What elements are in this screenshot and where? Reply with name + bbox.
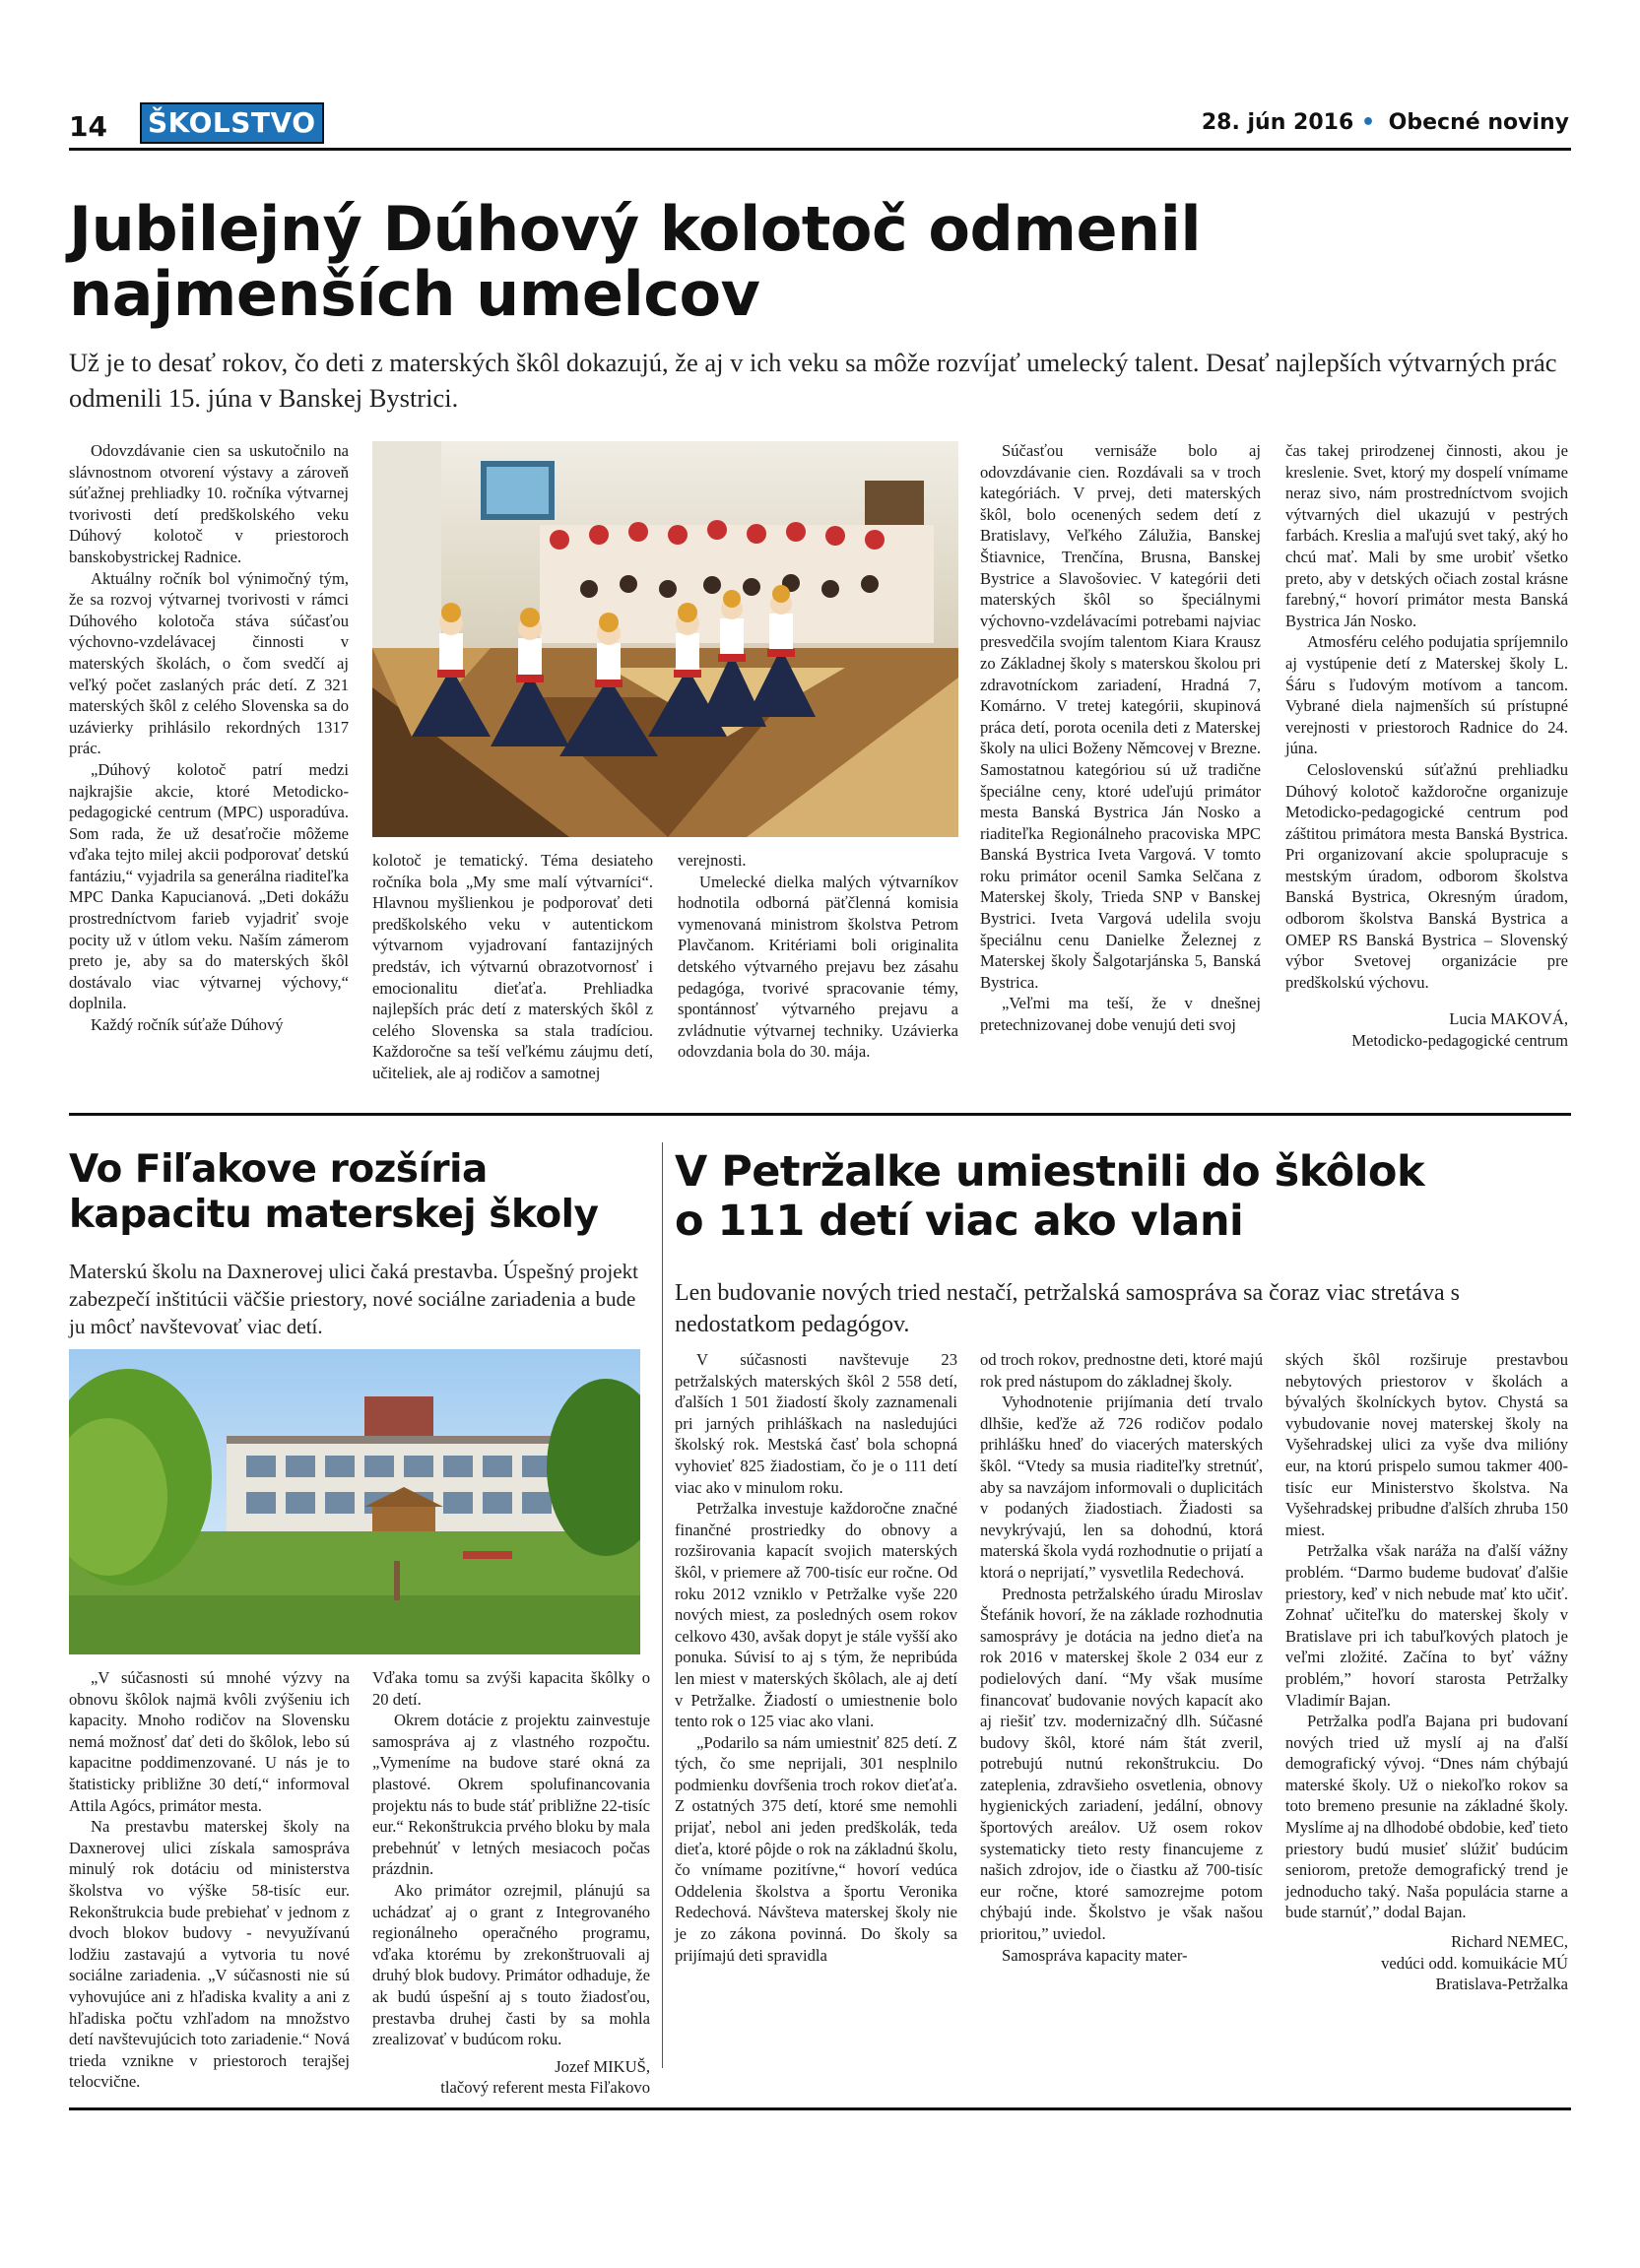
paragraph: Petržalka investuje každoročne značné finančné prostriedky do obnovy a rozširovania kapacít svojich materských škôl, v priemere až 700-tisíc eur ročne. Od roku 2012 vzniklo v Petržalke vyše 220 nových miest, za posledných osem rokov celkovo 430, avšak dopyt je stále vyšší ako ponuka. Súvisí to aj s tým, že nepribúda len miest v materských škôlach, ale aj detí v Petržalke. Žiadostí o umiestnenie bolo tento rok o 125 viac ako vlani. (675, 1499, 957, 1731)
paragraph: ských škôl rozširuje prestavbou nebytových priestorov v školách a bývalých školníckych bytov. Chystá sa vybudovanie novej materskej školy na Vyšehradskej ulici za vyše dva milióny eur, na ktorú prispelo sumou takmer 400-tisíc eur Ministerstvo školstva. Na Vyšehradskej pribudne ďalších zhruba 150 miest. (1285, 1350, 1568, 1539)
paragraph: Na prestavbu materskej školy na Daxnerovej ulici získala samospráva minulý rok dotáciu od ministerstva školstva vo výške 58-tisíc eur. Rekonštrukcia bude prebiehať v jednom z dvoch blokov budovy - nevyužívanú lodžiu zastavajú a vytvoria tu nové sociálne zariadenia. „V súčasnosti nie sú vyhovujúce ani z hľadiska kvality a ani z hľadiska počtu vzhľadom na množstvo detí navštevujúcich toto zariadenie.“ Nová trieda vznikne v priestoroch terajšej telocvične. (69, 1817, 350, 2092)
author-name: Jozef MIKUŠ, (555, 2056, 650, 2076)
article3-column-3 (1285, 1349, 1568, 1995)
paragraph: Celoslovenskú súťažnú prehliadku Dúhový kolotoč každoročne organizuje Metodicko-pedagogické centrum pod záštitou primátora mesta Banská Bystrica. Pri organizovaní akcie spolupracuje s mestským úradom, odborom školstva Banská Bystrica, Okresným úradom, odborom školstva Banská Bystrica a OMEP RS Banská Bystrica – Slovenský výbor Svetovej organizácie pre predškolskú výchovu. (1285, 759, 1568, 992)
paragraph: kolotoč je tematický. Téma desiateho ročníka bola „My sme malí výtvarníci“. Hlavnou myšlienkou je podporovať deti predškolského veku v autentickom výtvarnom vyjadrovaní fantazijných predstáv, ich výtvarnú obrazotvornosť i emocionalitu dieťaťa. Prehliadka najlepších prác detí z materských škôl z celého Slovenska sa stala tradíciou. Každoročne sa teší veľkému záujmu detí, učiteliek, ale aj rodičov a samotnej (372, 851, 653, 1082)
footer-rule (69, 2107, 1571, 2110)
paragraph: Atmosféru celého podujatia spríjemnilo aj vystúpenie detí z Materskej školy L. Śáru s ľudovým motívom a tancom. Vybrané diela najmenších sú prístupné verejnosti v priestoroch Radnice do 24. júna. (1285, 632, 1568, 758)
article3-headline-line2: o 111 detí viac ako vlani (675, 1197, 1244, 1246)
article2-lead: Materskú školu na Daxnerovej ulici čaká prestavba. Úspešný projekt zabezpečí inštitúcii väčšie priestory, nové sociálne zariadenia a bude ju môcť navštevovať viac detí. (69, 1260, 638, 1338)
section-label (140, 102, 324, 144)
paragraph: Vďaka tomu sa zvýši kapacita škôlky o 20 detí. (372, 1668, 650, 1709)
paragraph: Odovzdávanie cien sa uskutočnilo na slávnostnom otvorení výstavy a zároveň súťažnej prehliadky 10. ročníka výtvarnej tvorivosti detí predškolského veku Dúhový kolotoč v priestoroch banskobystrickej Radnice. (69, 441, 349, 566)
article1-column-1 (69, 440, 349, 1036)
paragraph: Umelecké dielka malých výtvarníkov hodnotila odborná päťčlenná komisia vymenovaná ministrom školstva Petrom Plavčanom. Kritériami boli originalita detského výtvarného prejavu bez zásahu pedagóga, tvorivé spracovanie témy, spontánnosť výtvarného prejavu a zvládnutie výtvarnej techniky. Uzávierka odovzdania bola do 30. mája. (678, 872, 958, 1062)
article1-headline-line1: Jubilejný Dúhový kolotoč odmenil (69, 193, 1202, 265)
author-place: Bratislava-Petržalka (1435, 1975, 1568, 1994)
article2-column-2 (372, 1667, 650, 2099)
article2-headline-line2: kapacitu materskej školy (69, 1193, 599, 1237)
paragraph: verejnosti. (678, 851, 747, 870)
article1-column-3 (678, 850, 958, 1063)
paragraph: Každý ročník súťaže Dúhový (91, 1015, 284, 1035)
article3-lead: Len budovanie nových tried nestačí, petržalská samospráva sa čoraz viac stretáva s nedostatkom pedagógov. (675, 1280, 1461, 1337)
page-number: 14 (69, 110, 107, 143)
paragraph: od troch rokov, prednostne deti, ktoré majú rok pred nástupom do základnej školy. (980, 1350, 1263, 1391)
article1-column-4 (980, 440, 1261, 1036)
paragraph: čas takej prirodzenej činnosti, akou je kreslenie. Svet, ktorý my dospelí vnímame neraz sivo, nám prostredníctvom svojich výtvarných diel ukazujú v pestrých farbách. Kreslia a maľujú svet taký, aký ho chcú mať. Mali by sme urobiť všetko preto, aby v detských očiach zostal krásne farebný,“ hovorí primátor mesta Banská Bystrica Ján Nosko. (1285, 441, 1568, 630)
article1-headline (69, 193, 1546, 330)
photo-kindergarten-illustration (69, 1349, 640, 1654)
paragraph: „Podarilo sa nám umiestniť 825 detí. Z tých, čo sme neprijali, 301 nesplnilo podmienku dovŕšenia troch rokov dieťaťa. Z ostatných 375 detí, ktoré sme nemohli prijať, nebol ani jeden predškolák, teda dieťa, ktoré pôjde o rok na základnú školu, čo vnímame pozitívne,“ hovorí vedúca Oddelenia školstva a športu Veronika Redechová. Návšteva materskej školy nie je zo zákona povinná. Do školy sa prijímajú deti spravidla (675, 1732, 957, 1965)
paragraph: „V súčasnosti sú mnohé výzvy na obnovu škôlok najmä kvôli zvýšeniu ich kapacity. Mnoho rodičov na Slovensku nemá možnosť dať deti do škôlok, lebo sú kapacitne poddimenzované. U nás je to štatisticky približne 30 detí,“ informoval Attila Agócs, primátor mesta. (69, 1668, 350, 1815)
issue-bullet: • (1360, 110, 1375, 135)
paragraph: Petržalka podľa Bajana pri budovaní nových tried už myslí aj na ďalší demografický vývoj. “Dnes nám chýbajú materské školy. Už o niekoľko rokov sa toto bremeno presunie na základné školy. Myslíme aj na dlhodobé obdobie, keď tieto priestory budú musieť slúžiť budúcim seniorom, pretože demografický trend je jednoducho taký. Naša populácia starne a bude starnúť,” dodal Bajan. (1285, 1712, 1568, 1922)
article2-headline-line1: Vo Fiľakove rozšíria (69, 1147, 488, 1192)
paragraph: Prednosta petržalského úradu Miroslav Štefánik hovorí, že na základe rozhodnutia samosprávy je dotácia na jedno dieťa na rok 2016 v materskej škole 2 034 eur z podielových daní. “My však musíme financovať budovanie nových kapacít ako aj riešiť tzv. modernizačný dlh. Súčasné budovy škôl, ktoré nám štát zveril, potrebujú nutnú rekonštrukciu. Do zateplenia, zdravšieho osvetlenia, obnovy hygienických zariadení, jedální, obnovy športových areálov. Už osem rokov systematicky tieto resty financujeme z našich zdrojov, ide o čiastku až 700-tisíc eur ročne, ktoré samozrejme potom chýbajú inde. Školstvo je však našou prioritou,” uviedol. (980, 1584, 1263, 1944)
issue-info (1202, 110, 1569, 135)
paragraph: Petržalka však naráža na ďalší vážny problém. “Darmo budeme budovať ďalšie priestory, keď v nich nebude mať kto učiť. Zohnať učiteľku do materskej školy v Bratislave pri ich tabuľkových platoch je veľmi zložité. Začína to byť vážny problém,” hovorí starosta Petržalky Vladimír Bajan. (1285, 1541, 1568, 1710)
photo-children-dancing (372, 441, 958, 837)
column-divider (662, 1142, 663, 2068)
section-divider (69, 1113, 1571, 1116)
paragraph: Samospráva kapacity mater- (1002, 1945, 1188, 1965)
article3-column-1 (675, 1349, 957, 1966)
article1-column-2 (372, 850, 653, 1084)
paragraph: „Veľmi ma teší, že v dnešnej pretechnizovanej dobe venujú deti svoj (980, 994, 1261, 1035)
author-name: Lucia MAKOVÁ, (1449, 1009, 1568, 1029)
header-rule (69, 148, 1571, 151)
paragraph: Ako primátor ozrejmil, plánujú sa uchádzať aj o grant z Integrovaného regionálneho operačného programu, vďaka ktorému by zrekonštruovali aj druhý blok budovy. Primátor odhaduje, že ak budú úspešní aj s touto žiadosťou, prestavba druhej časti by sa mohla zrealizovať v budúcom roku. (372, 1880, 650, 2049)
article3-headline (675, 1147, 1581, 1246)
paragraph: „Dúhový kolotoč patrí medzi najkrajšie akcie, ktoré Metodicko-pedagogické centrum (MPC) usporadúva. Som rada, že už desaťročie môžeme vďaka tejto milej akcii podporovať detskú fantáziu,“ vyjadrila sa generálna riaditeľka MPC Danka Kapucianová. „Deti dokážu prostredníctvom farieb vyjadriť svoje pocity už v útlom veku. Naším zámerom preto je, aby sa do materských škôl dostávalo viac výtvarnej výchovy,“ doplnila. (69, 759, 349, 1013)
author-role: vedúci odd. komuikácie MÚ (1381, 1953, 1568, 1973)
author-name: Richard NEMEC, (1451, 1932, 1568, 1952)
paragraph: Aktuálny ročník bol výnimočný tým, že sa rozvoj výtvarnej tvorivosti v rámci Dúhového kolotoča stáva súčasťou výchovno-vzdelávacej činnosti v materských školách, o čom svedčí aj veľký počet zaslaných prác detí. Z 321 materských škôl z celého Slovenska sa do uzávierky prihlásilo rekordných 1317 prác. (69, 568, 349, 758)
paragraph: Súčasťou vernisáže bolo aj odovzdávanie cien. Rozdávali sa v troch kategóriách. V prvej, deti materských škôl, bolo ocenených sedem detí z Bratislavy, Veľkého Zálužia, Banskej Štiavnice, Trenčína, Brusna, Banskej Bystrice a Slavošoviec. V kategórii deti materských škôl so špeciálnymi výchovno-vzdelávacími potrebami najviac presvedčila svojím talentom Kiara Krausz zo Základnej školy s materskou školou pri zdravotníckom zariadení, Hradná 7, Komárno. V tretej kategórii, skupinová práca detí, porota ocenila deti z Materskej školy na ulici Boženy Němcovej v Brezne. Samostatnou kategóriou sú už tradične špeciálne ceny, ktoré udeľujú primátor mesta Banská Bystrica Ján Nosko a riaditeľka Regionálneho pracoviska MPC Banská Bystrica Iveta Vargová. V tomto roku primátor ocenil Samka Selčana z Materskej školy, Trieda SNP v Banskej Bystrici. Iveta Vargová udelila svoju špeciálnu cenu Danielke Železnej z Materskej školy Šalgotarjánska 5, Banská Bystrica. (980, 441, 1261, 992)
article3-headline-line1: V Petržalke umiestnili do škôlok (675, 1147, 1425, 1197)
author-org: tlačový referent mesta Fiľakovo (440, 2078, 650, 2098)
author-org: Metodicko-pedagogické centrum (1351, 1031, 1568, 1051)
article1-column-5 (1285, 440, 1568, 1052)
paragraph: Vyhodnotenie prijímania detí trvalo dlhšie, keďže až 726 rodičov podalo prihlášku hneď do viacerých materských škôl. “Vtedy sa musia riaditeľky stretnúť, aby sa navzájom informovali o duplicitách v podaných žiadostiach. Žiadosti sa nevykrývajú, len sa dohodnú, ktorá materská škola vydá rozhodnutie o prijatí a ktorá o neprijatí,” vysvetlila Redechová. (980, 1393, 1263, 1582)
article3-signature (1285, 1931, 1568, 1995)
article1-signature (1285, 1008, 1568, 1051)
article2-headline (69, 1147, 660, 1238)
section-label-text: ŠKOLSTVO (148, 106, 316, 139)
paragraph: Okrem dotácie z projektu zainvestuje samospráva aj z vlastného rozpočtu. „Vymeníme na budove staré okná za plastové. Okrem spolufinancovania projektu nás to bude stáť približne 22-tisíc eur.“ Rekonštrukcia prvého bloku by mala prebehnúť v letných mesiacoch počas prázdnin. (372, 1711, 650, 1879)
article1-headline-line2: najmenších umelcov (69, 258, 760, 330)
issue-date: 28. jún 2016 (1201, 110, 1354, 135)
article2-column-1 (69, 1667, 350, 2093)
photo-kindergarten-building (69, 1349, 640, 1654)
paragraph: V súčasnosti navštevuje 23 petržalských materských škôl 2 558 detí, ďalších 1 501 žiadostí školy zaznamenali pri jarných prihláškach na nasledujúci školský rok. Mestská časť bola schopná vyhovieť 825 žiadostiam, čo je o 111 detí viac ako v minulom roku. (675, 1350, 957, 1497)
photo-children-dancing-illustration (372, 441, 958, 837)
newspaper-name: Obecné noviny (1388, 110, 1569, 135)
article3-column-2 (980, 1349, 1263, 1966)
article1-lead: Už je to desať rokov, čo deti z materských škôl dokazujú, že aj v ich veku sa môže rozvíjať umelecký talent. Desať najlepších výtvarných prác odmenili 15. júna v Banskej Bystrici. (69, 348, 1557, 413)
article2-signature (372, 2056, 650, 2099)
